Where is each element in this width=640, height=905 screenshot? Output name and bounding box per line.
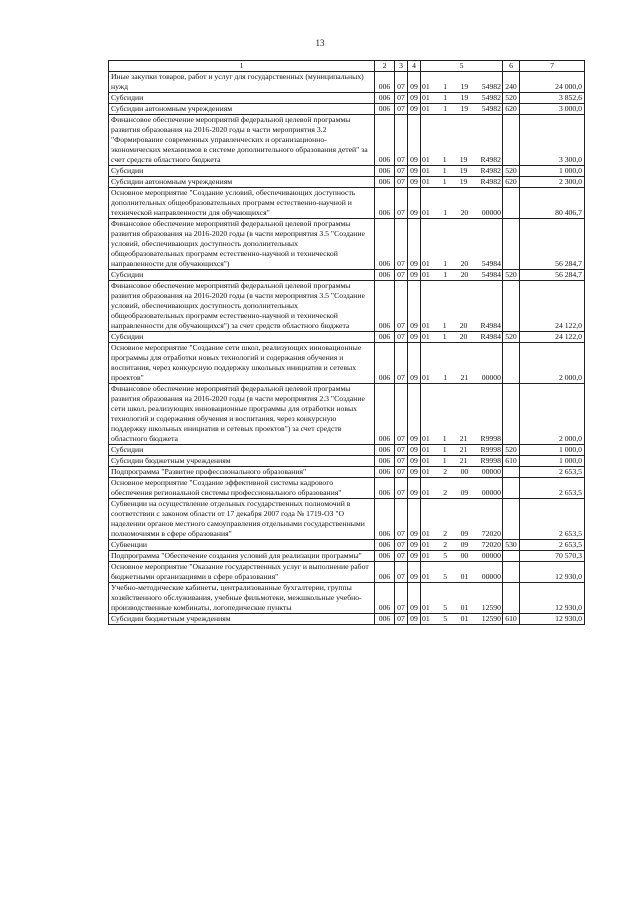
row-ministry-code: 006 xyxy=(375,343,395,384)
row-target-article-part: 01 xyxy=(422,93,430,102)
row-expense-type xyxy=(503,343,520,384)
row-target-article-part: 01 xyxy=(422,456,430,465)
row-name: Субсидии автономным учреждениям xyxy=(109,177,375,188)
row-expense-type xyxy=(503,583,520,614)
row-target-article-part: 20 xyxy=(459,321,468,330)
row-target-article-part: 01 xyxy=(422,551,430,560)
row-name: Основное мероприятие "Создание эффективной системы кадрового обеспечения региональной системы профессионального образования" xyxy=(109,478,375,499)
row-target-article xyxy=(421,478,503,499)
row-expense-type: 610 xyxy=(503,614,520,625)
row-expense-type xyxy=(503,219,520,270)
row-target-article-part: 2 xyxy=(443,540,448,549)
row-ministry-code: 006 xyxy=(375,562,395,583)
row-section-code: 07 xyxy=(395,445,408,456)
row-section-code: 07 xyxy=(395,551,408,562)
row-ministry-code: 006 xyxy=(375,445,395,456)
row-amount: 1 000,0 xyxy=(520,445,585,456)
row-target-article xyxy=(421,343,503,384)
row-section-code: 07 xyxy=(395,614,408,625)
table-row xyxy=(109,456,585,467)
row-section-code: 07 xyxy=(395,166,408,177)
row-ministry-code: 006 xyxy=(375,219,395,270)
row-target-article-part: 5 xyxy=(443,551,448,560)
table-row xyxy=(109,115,585,166)
table-row xyxy=(109,219,585,270)
row-target-article-part: 00000 xyxy=(481,373,501,382)
row-target-article-part: 01 xyxy=(422,332,430,341)
row-target-article-part: 1 xyxy=(442,434,447,443)
page-number: 13 xyxy=(315,38,325,48)
row-section-code: 07 xyxy=(395,281,408,332)
row-expense-type: 520 xyxy=(503,166,520,177)
row-target-article xyxy=(421,614,503,625)
row-subsection-code: 09 xyxy=(408,478,421,499)
table-row xyxy=(109,93,585,104)
table-row xyxy=(109,499,585,540)
row-ministry-code: 006 xyxy=(375,478,395,499)
row-section-code: 07 xyxy=(395,343,408,384)
row-target-article xyxy=(421,104,503,115)
table-row xyxy=(109,583,585,614)
row-name: Субсидии xyxy=(109,445,375,456)
row-amount: 24 000,0 xyxy=(520,72,585,93)
row-target-article-part: 01 xyxy=(422,321,430,330)
row-name: Субсидии бюджетным учреждениям xyxy=(109,456,375,467)
row-section-code: 07 xyxy=(395,467,408,478)
row-target-article xyxy=(421,583,503,614)
row-target-article-part: 01 xyxy=(422,259,430,268)
header-col-5: 5 xyxy=(421,61,503,72)
table-body xyxy=(109,72,585,625)
header-col-6: 6 xyxy=(503,61,520,72)
row-target-article-part: 1 xyxy=(443,373,448,382)
row-target-article-part: 1 xyxy=(442,155,447,164)
row-target-article-part: 21 xyxy=(459,445,468,454)
row-amount: 2 653,5 xyxy=(520,499,585,540)
row-name: Подпрограмма "Развитие профессионального образования" xyxy=(109,467,375,478)
row-amount: 24 122,0 xyxy=(520,332,585,343)
row-section-code: 07 xyxy=(395,456,408,467)
row-name: Подпрограмма "Обеспечение создания условий для реализации программы" xyxy=(109,551,375,562)
row-expense-type: 520 xyxy=(503,270,520,281)
row-expense-type xyxy=(503,188,520,219)
row-target-article-part: 1 xyxy=(442,321,447,330)
row-subsection-code: 09 xyxy=(408,104,421,115)
row-target-article-part: 54982 xyxy=(481,104,501,113)
header-col-4: 4 xyxy=(408,61,421,72)
row-target-article xyxy=(421,384,503,445)
row-section-code: 07 xyxy=(395,270,408,281)
row-target-article-part: 54984 xyxy=(481,259,501,268)
row-target-article-part: 01 xyxy=(422,177,430,186)
row-target-article xyxy=(421,270,503,281)
row-subsection-code: 09 xyxy=(408,281,421,332)
row-amount: 2 653,5 xyxy=(520,467,585,478)
row-amount: 2 300,0 xyxy=(520,177,585,188)
row-name: Иные закупки товаров, работ и услуг для государственных (муниципальных) нужд xyxy=(109,72,375,93)
table-row xyxy=(109,343,585,384)
row-name: Субсидии бюджетным учреждениям xyxy=(109,614,375,625)
row-target-article-part: 01 xyxy=(422,104,430,113)
row-target-article-part: 20 xyxy=(460,259,469,268)
row-target-article-part: 20 xyxy=(459,332,468,341)
row-name: Учебно-методические кабинеты, централизованные бухгалтерии, группы хозяйственного обслуживания, учебные фильмотеки, межшкольные учебно-производственные комбинаты, логопедические пункты xyxy=(109,583,375,614)
row-expense-type: 530 xyxy=(503,540,520,551)
row-target-article-part: 19 xyxy=(460,82,469,91)
row-ministry-code: 006 xyxy=(375,540,395,551)
row-target-article-part: 2 xyxy=(443,488,448,497)
row-target-article xyxy=(421,281,503,332)
row-expense-type: 610 xyxy=(503,456,520,467)
row-target-article xyxy=(421,467,503,478)
row-target-article-part: 01 xyxy=(422,82,430,91)
row-subsection-code: 09 xyxy=(408,270,421,281)
row-target-article-part: 1 xyxy=(442,445,447,454)
row-section-code: 07 xyxy=(395,93,408,104)
row-target-article-part: 00000 xyxy=(481,572,501,581)
row-name: Основное мероприятие "Создание сети школ, реализующих инновационные программы для отработки новых технологий и содержания обучения и воспитания, через конкурсную поддержку школьных инициатив и сетевых проектов" xyxy=(109,343,375,384)
row-expense-type: 520 xyxy=(503,332,520,343)
row-subsection-code: 09 xyxy=(408,551,421,562)
row-target-article-part: 2 xyxy=(443,529,448,538)
row-expense-type xyxy=(503,551,520,562)
row-subsection-code: 09 xyxy=(408,332,421,343)
row-target-article-part: 01 xyxy=(422,445,430,454)
row-ministry-code: 006 xyxy=(375,72,395,93)
row-name: Финансовое обеспечение мероприятий федеральной целевой программы развития образования на 2016-2020 годы в части мероприятия 3.2 "Формирование современных управленческих и организационно-экономических механизмов в системе дополнительного образования детей" за счет средств областного бюджета xyxy=(109,115,375,166)
row-target-article-part: 09 xyxy=(460,529,469,538)
row-expense-type: 620 xyxy=(503,177,520,188)
row-expense-type xyxy=(503,478,520,499)
row-target-article-part: 09 xyxy=(460,488,469,497)
row-subsection-code: 09 xyxy=(408,456,421,467)
row-target-article-part: 01 xyxy=(460,572,469,581)
row-expense-type xyxy=(503,562,520,583)
row-target-article xyxy=(421,93,503,104)
row-target-article-part: 54982 xyxy=(481,82,501,91)
table-row xyxy=(109,72,585,93)
row-target-article-part: 01 xyxy=(422,540,430,549)
row-target-article-part: R4984 xyxy=(480,332,501,341)
row-amount: 24 122,0 xyxy=(520,281,585,332)
row-amount: 70 570,3 xyxy=(520,551,585,562)
row-ministry-code: 006 xyxy=(375,270,395,281)
row-target-article xyxy=(421,456,503,467)
row-section-code: 07 xyxy=(395,384,408,445)
row-expense-type: 520 xyxy=(503,93,520,104)
row-ministry-code: 006 xyxy=(375,166,395,177)
row-expense-type xyxy=(503,499,520,540)
row-target-article-part: 00 xyxy=(460,551,469,560)
row-subsection-code: 09 xyxy=(408,467,421,478)
row-ministry-code: 006 xyxy=(375,456,395,467)
row-target-article-part: 12590 xyxy=(481,614,501,623)
row-subsection-code: 09 xyxy=(408,499,421,540)
row-target-article-part: 1 xyxy=(442,456,447,465)
row-target-article-part: 12590 xyxy=(481,603,501,612)
row-section-code: 07 xyxy=(395,562,408,583)
row-target-article xyxy=(421,166,503,177)
row-subsection-code: 09 xyxy=(408,384,421,445)
table-row xyxy=(109,478,585,499)
row-section-code: 07 xyxy=(395,188,408,219)
table-row xyxy=(109,177,585,188)
row-target-article-part: 09 xyxy=(460,540,469,549)
row-subsection-code: 09 xyxy=(408,72,421,93)
row-target-article-part: 00000 xyxy=(481,467,501,476)
row-section-code: 07 xyxy=(395,115,408,166)
row-amount: 2 653,5 xyxy=(520,478,585,499)
row-amount: 12 930,0 xyxy=(520,583,585,614)
row-subsection-code: 09 xyxy=(408,115,421,166)
row-amount: 56 284,7 xyxy=(520,219,585,270)
row-expense-type: 620 xyxy=(503,104,520,115)
row-amount: 2 653,5 xyxy=(520,540,585,551)
row-section-code: 07 xyxy=(395,478,408,499)
header-col-2: 2 xyxy=(375,61,395,72)
row-target-article xyxy=(421,177,503,188)
row-subsection-code: 09 xyxy=(408,177,421,188)
row-target-article xyxy=(421,540,503,551)
row-target-article-part: R4982 xyxy=(480,155,501,164)
row-name: Субсидии xyxy=(109,166,375,177)
row-target-article-part: R9998 xyxy=(480,445,501,454)
row-subsection-code: 09 xyxy=(408,93,421,104)
row-target-article-part: 00000 xyxy=(481,488,501,497)
row-amount: 80 406,7 xyxy=(520,188,585,219)
table-row xyxy=(109,270,585,281)
row-amount: 3 300,0 xyxy=(520,115,585,166)
table-row xyxy=(109,188,585,219)
row-ministry-code: 006 xyxy=(375,614,395,625)
row-target-article-part: R4982 xyxy=(480,166,501,175)
budget-table xyxy=(108,60,585,625)
row-target-article-part: 01 xyxy=(422,373,430,382)
row-target-article-part: 1 xyxy=(442,332,447,341)
row-ministry-code: 006 xyxy=(375,104,395,115)
row-subsection-code: 09 xyxy=(408,562,421,583)
row-subsection-code: 09 xyxy=(408,219,421,270)
row-section-code: 07 xyxy=(395,219,408,270)
row-target-article-part: 1 xyxy=(442,166,447,175)
row-target-article-part: 01 xyxy=(422,208,430,217)
row-target-article-part: 19 xyxy=(460,104,469,113)
row-target-article-part: R9998 xyxy=(480,434,501,443)
row-target-article-part: R9998 xyxy=(480,456,501,465)
row-target-article-part: 19 xyxy=(459,155,468,164)
row-section-code: 07 xyxy=(395,104,408,115)
row-target-article xyxy=(421,562,503,583)
row-name: Основное мероприятие "Оказание государственных услуг и выполнение работ бюджетными организациями в сфере образования" xyxy=(109,562,375,583)
row-section-code: 07 xyxy=(395,583,408,614)
row-target-article-part: 1 xyxy=(443,270,448,279)
row-target-article xyxy=(421,219,503,270)
table-row xyxy=(109,467,585,478)
table-row xyxy=(109,281,585,332)
row-target-article-part: 00 xyxy=(460,467,469,476)
row-name: Финансовое обеспечение мероприятий федеральной целевой программы развития образования на 2016-2020 годы (в части мероприятия 3.5 "Создание условий, обеспечивающих доступность дополнительных общеобразовательных программ естественно-научной и технической направленности для обучающихся") xyxy=(109,219,375,270)
row-ministry-code: 006 xyxy=(375,467,395,478)
row-ministry-code: 006 xyxy=(375,551,395,562)
table-row xyxy=(109,562,585,583)
row-target-article-part: 01 xyxy=(460,603,469,612)
row-amount: 1 000,0 xyxy=(520,166,585,177)
row-name: Субвенции на осуществление отдельных государственных полномочий в соответствии с законом области от 17 декабря 2007 года № 1719-ОЗ "О наделении органов местного самоуправления отдельными государственными полномочиями в сфере образования" xyxy=(109,499,375,540)
row-target-article xyxy=(421,72,503,93)
row-target-article-part: 01 xyxy=(422,614,430,623)
row-target-article xyxy=(421,115,503,166)
row-target-article-part: 01 xyxy=(422,529,430,538)
row-subsection-code: 09 xyxy=(408,614,421,625)
row-expense-type xyxy=(503,115,520,166)
row-target-article-part: 1 xyxy=(443,208,448,217)
row-expense-type xyxy=(503,467,520,478)
row-ministry-code: 006 xyxy=(375,281,395,332)
row-ministry-code: 006 xyxy=(375,188,395,219)
row-target-article-part: 01 xyxy=(422,603,430,612)
table-row xyxy=(109,445,585,456)
table-row xyxy=(109,540,585,551)
row-name: Субвенции xyxy=(109,540,375,551)
header-col-3: 3 xyxy=(395,61,408,72)
row-target-article-part: 5 xyxy=(443,614,448,623)
row-amount: 56 284,7 xyxy=(520,270,585,281)
row-expense-type xyxy=(503,384,520,445)
row-target-article-part: 1 xyxy=(442,177,447,186)
row-ministry-code: 006 xyxy=(375,583,395,614)
row-amount: 12 930,0 xyxy=(520,562,585,583)
row-subsection-code: 09 xyxy=(408,343,421,384)
row-target-article-part: 1 xyxy=(443,82,448,91)
row-target-article-part: 1 xyxy=(443,104,448,113)
row-expense-type xyxy=(503,281,520,332)
row-target-article-part: 01 xyxy=(422,488,430,497)
row-target-article-part: 21 xyxy=(459,456,468,465)
row-target-article xyxy=(421,332,503,343)
header-row xyxy=(109,61,585,72)
table-row xyxy=(109,332,585,343)
row-name: Основное мероприятие "Создание условий, обеспечивающих доступность дополнительных общеобразовательных программ естественно-научной и технической направленности для обучающихся" xyxy=(109,188,375,219)
row-section-code: 07 xyxy=(395,540,408,551)
row-target-article-part: 20 xyxy=(460,270,469,279)
row-name: Финансовое обеспечение мероприятий федеральной целевой программы развития образования на 2016-2020 годы (в части мероприятия 2.3 "Создание сети школ, реализующих инновационные программы для отработки новых технологий и содержания обучения и воспитания, через конкурсную поддержку школьных инициатив и сетевых проектов") за счет средств областного бюджета xyxy=(109,384,375,445)
row-target-article-part: R4984 xyxy=(480,321,501,330)
row-subsection-code: 09 xyxy=(408,445,421,456)
table-row xyxy=(109,104,585,115)
row-target-article-part: 21 xyxy=(459,434,468,443)
row-section-code: 07 xyxy=(395,72,408,93)
table-row xyxy=(109,384,585,445)
row-subsection-code: 09 xyxy=(408,540,421,551)
row-target-article-part: 01 xyxy=(422,434,430,443)
row-target-article-part: 01 xyxy=(460,614,469,623)
row-target-article-part: 54982 xyxy=(481,93,501,102)
row-target-article-part: 01 xyxy=(422,572,430,581)
row-target-article-part: 72020 xyxy=(481,540,501,549)
row-section-code: 07 xyxy=(395,499,408,540)
row-target-article xyxy=(421,188,503,219)
row-expense-type: 240 xyxy=(503,72,520,93)
row-ministry-code: 006 xyxy=(375,332,395,343)
row-section-code: 07 xyxy=(395,332,408,343)
row-target-article-part: R4982 xyxy=(480,177,501,186)
row-amount: 12 930,0 xyxy=(520,614,585,625)
row-target-article-part: 21 xyxy=(460,373,469,382)
row-ministry-code: 006 xyxy=(375,93,395,104)
row-target-article-part: 01 xyxy=(422,467,430,476)
row-name: Субсидии xyxy=(109,93,375,104)
row-target-article xyxy=(421,445,503,456)
row-target-article-part: 5 xyxy=(443,572,448,581)
row-target-article-part: 5 xyxy=(443,603,448,612)
row-target-article-part: 19 xyxy=(459,166,468,175)
row-target-article-part: 20 xyxy=(460,208,469,217)
row-ministry-code: 006 xyxy=(375,115,395,166)
row-target-article-part: 00000 xyxy=(481,551,501,560)
row-name: Субсидии автономным учреждениям xyxy=(109,104,375,115)
row-target-article-part: 2 xyxy=(443,467,448,476)
row-amount: 2 000,0 xyxy=(520,384,585,445)
row-target-article-part: 01 xyxy=(422,166,430,175)
row-target-article-part: 19 xyxy=(460,93,469,102)
table-row xyxy=(109,166,585,177)
table-row xyxy=(109,551,585,562)
header-col-1: 1 xyxy=(109,61,375,72)
row-name: Субсидии xyxy=(109,332,375,343)
row-target-article-part: 01 xyxy=(422,270,430,279)
row-target-article xyxy=(421,499,503,540)
row-target-article-part: 19 xyxy=(459,177,468,186)
row-target-article-part: 01 xyxy=(422,155,430,164)
row-target-article xyxy=(421,551,503,562)
row-amount: 3 852,6 xyxy=(520,93,585,104)
row-expense-type: 520 xyxy=(503,445,520,456)
header-col-7: 7 xyxy=(520,61,585,72)
row-target-article-part: 54984 xyxy=(481,270,501,279)
row-target-article-part: 1 xyxy=(443,93,448,102)
row-amount: 2 000,0 xyxy=(520,343,585,384)
row-subsection-code: 09 xyxy=(408,188,421,219)
row-section-code: 07 xyxy=(395,177,408,188)
row-target-article-part: 1 xyxy=(443,259,448,268)
row-target-article-part: 00000 xyxy=(481,208,501,217)
row-ministry-code: 006 xyxy=(375,177,395,188)
row-ministry-code: 006 xyxy=(375,384,395,445)
row-name: Финансовое обеспечение мероприятий федеральной целевой программы развития образования на 2016-2020 годы (в части мероприятия 3.5 "Создание условий, обеспечивающих доступность дополнительных общеобразовательных программ естественно-научной и технической направленности для обучающихся") за счет средств областного бюджета xyxy=(109,281,375,332)
row-subsection-code: 09 xyxy=(408,166,421,177)
row-amount: 1 000,0 xyxy=(520,456,585,467)
row-target-article-part: 72020 xyxy=(481,529,501,538)
row-subsection-code: 09 xyxy=(408,583,421,614)
table-row xyxy=(109,614,585,625)
row-name: Субсидии xyxy=(109,270,375,281)
row-amount: 3 000,0 xyxy=(520,104,585,115)
row-ministry-code: 006 xyxy=(375,499,395,540)
